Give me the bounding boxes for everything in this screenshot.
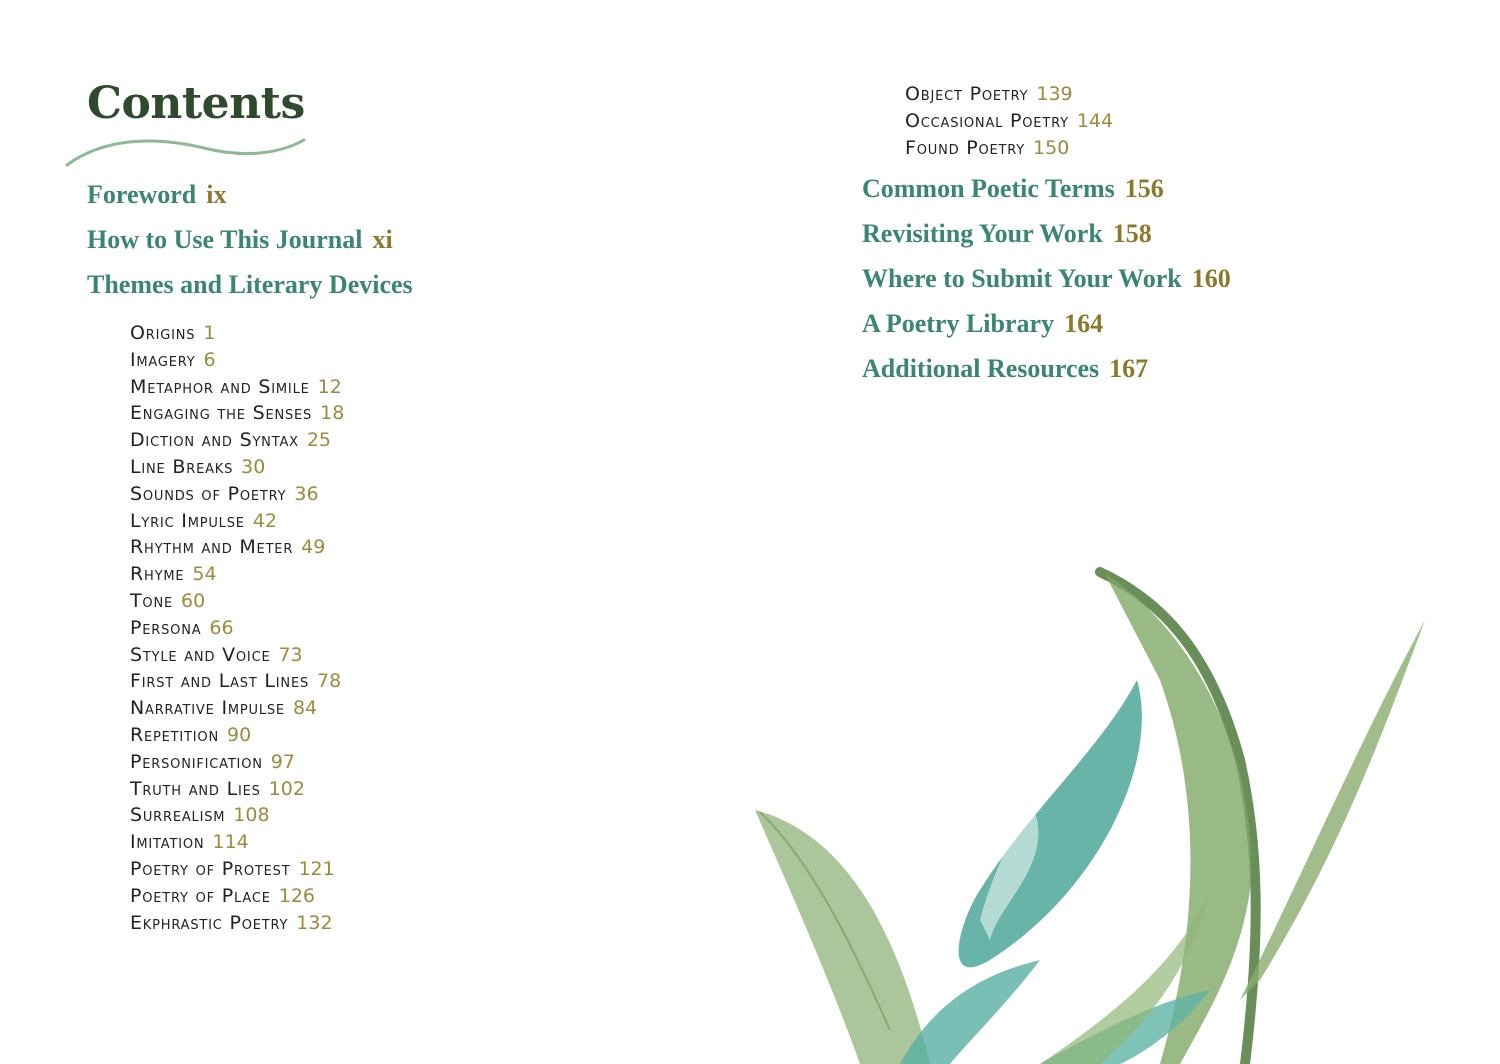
entry-label: Narrative Impulse bbox=[130, 697, 285, 720]
toc-entry-how-to-use[interactable] bbox=[87, 225, 413, 270]
entry-label: Object Poetry bbox=[905, 83, 1029, 105]
entry-page: 102 bbox=[268, 777, 305, 800]
toc-sub-entry-repetition[interactable] bbox=[130, 722, 344, 749]
toc-sub-entry-line-breaks[interactable] bbox=[130, 454, 344, 481]
entry-page: 167 bbox=[1109, 354, 1149, 383]
toc-entry-where-to-submit-your-work[interactable] bbox=[862, 264, 1231, 309]
entry-page: 132 bbox=[296, 911, 333, 934]
toc-sub-entry-personification[interactable] bbox=[130, 749, 344, 776]
front-matter-list bbox=[87, 180, 413, 315]
toc-sub-entry-object-poetry[interactable] bbox=[905, 81, 1113, 108]
entry-label: Imagery bbox=[130, 348, 196, 371]
entry-page: 84 bbox=[292, 697, 318, 720]
page-title: Contents bbox=[87, 78, 305, 129]
toc-sub-entry-diction-and-syntax[interactable] bbox=[130, 427, 344, 454]
toc-sub-entry-tone[interactable] bbox=[130, 588, 344, 615]
entry-page: 42 bbox=[252, 509, 277, 532]
entry-page: 108 bbox=[233, 804, 270, 827]
entry-label: Style and Voice bbox=[130, 643, 271, 666]
entry-page: 114 bbox=[212, 831, 249, 854]
toc-sub-entry-found-poetry[interactable] bbox=[905, 135, 1113, 162]
toc-sub-entry-sounds-of-poetry[interactable] bbox=[130, 481, 344, 508]
entry-label: Personification bbox=[130, 750, 263, 773]
entry-label: Rhyme bbox=[130, 563, 185, 586]
entry-page: 90 bbox=[226, 723, 252, 746]
toc-sub-entry-imitation[interactable] bbox=[130, 829, 344, 856]
toc-entry-themes[interactable] bbox=[87, 270, 413, 315]
entry-page: 158 bbox=[1112, 219, 1152, 248]
toc-sub-entry-lyric-impulse[interactable] bbox=[130, 508, 344, 535]
toc-sub-entry-first-and-last-lines[interactable] bbox=[130, 668, 344, 695]
toc-entry-common-poetic-terms[interactable] bbox=[862, 174, 1231, 219]
entry-page: ix bbox=[206, 180, 227, 209]
entry-label: Lyric Impulse bbox=[130, 509, 245, 532]
entry-page: 60 bbox=[180, 589, 206, 612]
entry-page: 6 bbox=[203, 348, 216, 371]
toc-entry-additional-resources[interactable] bbox=[862, 354, 1231, 399]
back-matter-list bbox=[862, 174, 1231, 399]
entry-label: Revisiting Your Work bbox=[862, 219, 1103, 248]
entry-label: Rhythm and Meter bbox=[130, 536, 294, 559]
entry-label: First and Last Lines bbox=[130, 670, 310, 693]
entry-label: Common Poetic Terms bbox=[862, 174, 1115, 203]
toc-entry-a-poetry-library[interactable] bbox=[862, 309, 1231, 354]
entry-label: Imitation bbox=[130, 831, 205, 854]
entry-page: 97 bbox=[270, 750, 295, 773]
entry-page: 54 bbox=[192, 563, 217, 586]
entry-label: Metaphor and Simile bbox=[130, 375, 310, 398]
entry-label: Origins bbox=[130, 322, 196, 344]
entry-label: Where to Submit Your Work bbox=[862, 264, 1182, 293]
toc-sub-entry-style-and-voice[interactable] bbox=[130, 642, 344, 669]
entry-page: 164 bbox=[1064, 309, 1104, 338]
entry-page: 150 bbox=[1033, 136, 1070, 159]
entry-page: xi bbox=[372, 225, 393, 254]
toc-sub-entry-imagery[interactable] bbox=[130, 347, 344, 374]
entry-label: Tone bbox=[130, 589, 173, 612]
entry-label: Engaging the Senses bbox=[130, 402, 313, 425]
toc-entry-foreword[interactable] bbox=[87, 180, 413, 225]
entry-page: 121 bbox=[298, 857, 335, 880]
entry-page: 73 bbox=[278, 643, 303, 666]
entry-label: Diction and Syntax bbox=[130, 429, 299, 452]
entry-label: Sounds of Poetry bbox=[130, 482, 287, 505]
toc-sub-entry-engaging-the-senses[interactable] bbox=[130, 400, 344, 427]
entry-label: Additional Resources bbox=[862, 354, 1100, 383]
themes-list bbox=[130, 320, 344, 936]
toc-sub-entry-truth-and-lies[interactable] bbox=[130, 776, 344, 803]
toc-sub-entry-rhythm-and-meter[interactable] bbox=[130, 534, 344, 561]
entry-page: 160 bbox=[1191, 264, 1231, 293]
entry-label: Poetry of Place bbox=[130, 884, 271, 907]
entry-page: 25 bbox=[306, 429, 332, 452]
entry-label: Repetition bbox=[130, 723, 219, 746]
entry-page: 36 bbox=[294, 482, 319, 505]
entry-page: 49 bbox=[301, 536, 326, 559]
entry-page: 139 bbox=[1036, 83, 1073, 105]
entry-page: 18 bbox=[320, 402, 345, 425]
entry-page: 66 bbox=[209, 616, 234, 639]
entry-page: 156 bbox=[1124, 174, 1164, 203]
entry-label: Persona bbox=[130, 616, 202, 639]
toc-sub-entry-poetry-of-place[interactable] bbox=[130, 883, 344, 910]
entry-label: Line Breaks bbox=[130, 455, 234, 478]
entry-page: 78 bbox=[317, 670, 342, 693]
entry-label: A Poetry Library bbox=[862, 309, 1055, 338]
entry-page: 144 bbox=[1076, 109, 1114, 132]
entry-label: Truth and Lies bbox=[130, 777, 261, 800]
toc-sub-entry-persona[interactable] bbox=[130, 615, 344, 642]
toc-sub-entry-surrealism[interactable] bbox=[130, 802, 344, 829]
entry-page: 12 bbox=[317, 375, 342, 398]
toc-sub-entry-ekphrastic-poetry[interactable] bbox=[130, 910, 344, 937]
entry-label: Poetry of Protest bbox=[130, 857, 291, 880]
toc-sub-entry-occasional-poetry[interactable] bbox=[905, 108, 1113, 135]
entry-page: 30 bbox=[241, 455, 266, 478]
themes-list-continued bbox=[905, 81, 1113, 161]
toc-sub-entry-origins[interactable] bbox=[130, 320, 344, 347]
entry-label: Surrealism bbox=[130, 804, 226, 827]
entry-label: Occasional Poetry bbox=[905, 109, 1069, 132]
toc-sub-entry-poetry-of-protest[interactable] bbox=[130, 856, 344, 883]
entry-page: 1 bbox=[203, 322, 216, 344]
entry-label: Found Poetry bbox=[905, 136, 1026, 159]
entry-label: Themes and Literary Devices bbox=[87, 270, 413, 299]
entry-label: Foreword bbox=[87, 180, 197, 209]
watercolor-leaves-illustration bbox=[740, 560, 1440, 1064]
entry-page: 126 bbox=[278, 884, 315, 907]
toc-entry-revisiting-your-work[interactable] bbox=[862, 219, 1231, 264]
toc-sub-entry-rhyme[interactable] bbox=[130, 561, 344, 588]
entry-label: Ekphrastic Poetry bbox=[130, 911, 289, 934]
entry-label: How to Use This Journal bbox=[87, 225, 363, 254]
toc-sub-entry-metaphor-and-simile[interactable] bbox=[130, 374, 344, 401]
toc-sub-entry-narrative-impulse[interactable] bbox=[130, 695, 344, 722]
title-swoosh bbox=[64, 128, 309, 170]
